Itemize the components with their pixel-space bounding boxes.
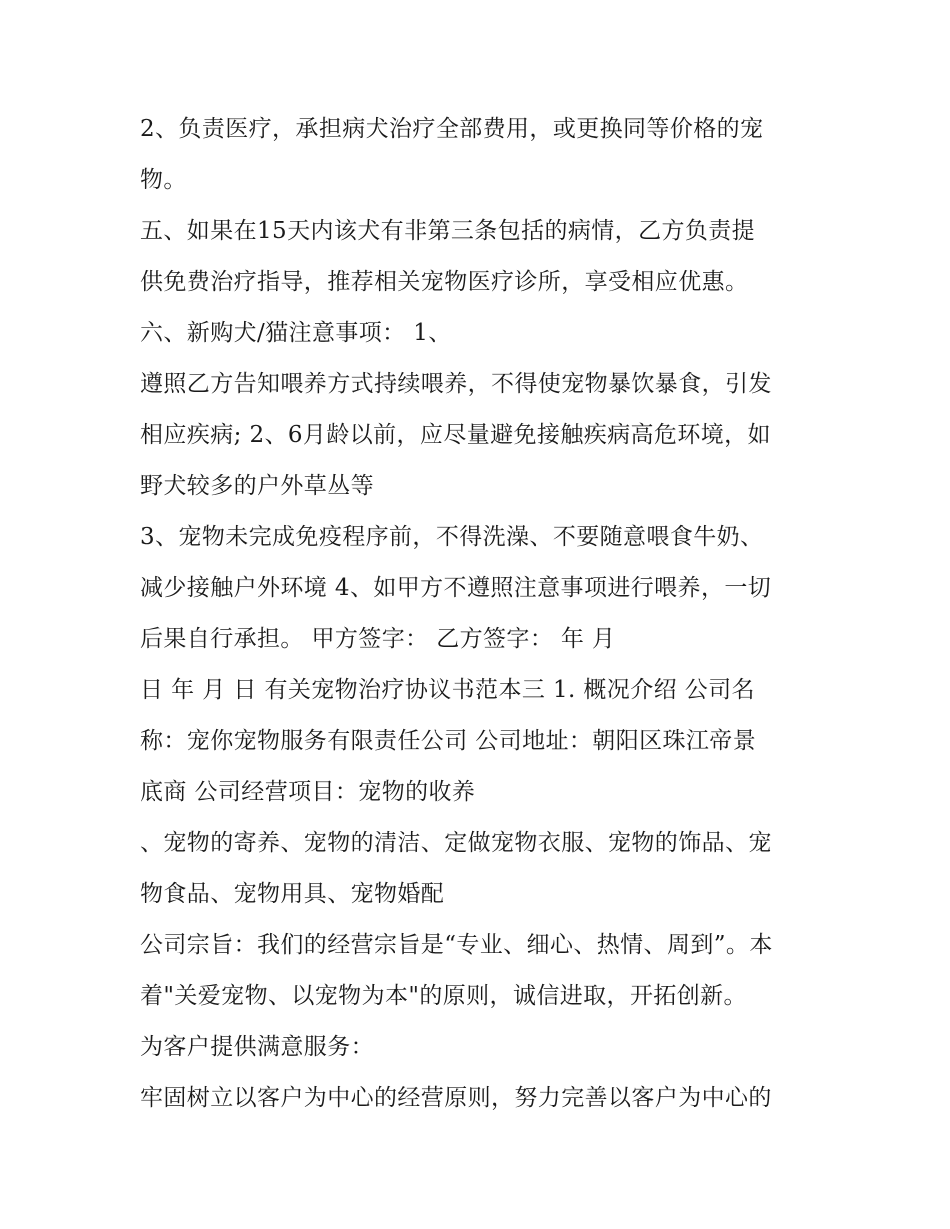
text-line: 物。 (140, 167, 187, 193)
text-line: 公司宗旨：我们的经营宗旨是“专业、细心、热情、周到”。本 (140, 932, 773, 958)
text-line: 物食品、宠物用具、宠物婚配 (140, 881, 445, 907)
text-line: 五、如果在15天内该犬有非第三条包括的病情，乙方负责提 (140, 218, 756, 244)
text-line: 后果自行承担。 甲方签字： 乙方签字： 年 月 (140, 626, 616, 652)
text-line: 底商 公司经营项目：宠物的收养 (140, 779, 476, 805)
text-line: 2、负责医疗，承担病犬治疗全部费用，或更换同等价格的宠 (140, 116, 764, 142)
text-line: 六、新购犬/猫注意事项： 1、 (140, 320, 452, 346)
text-line: 牢固树立以客户为中心的经营原则，努力完善以客户为中心的 (140, 1085, 772, 1111)
text-line: 日 年 月 日 有关宠物治疗协议书范本三 1. 概况介绍 公司名 (140, 677, 755, 703)
text-line: 野犬较多的户外草丛等 (140, 473, 374, 499)
text-line: 3、宠物未完成免疫程序前，不得洗澡、不要随意喂食牛奶、 (140, 524, 764, 550)
text-line: 为客户提供满意服务： (140, 1034, 374, 1060)
text-line: 减少接触户外环境 4、如甲方不遵照注意事项进行喂养，一切 (140, 575, 772, 601)
text-line: 相应疾病; 2、6月龄以前，应尽量避免接触疾病高危环境，如 (140, 422, 771, 448)
text-line: 称：宠你宠物服务有限责任公司 公司地址：朝阳区珠江帝景 (140, 728, 757, 754)
text-line: 、宠物的寄养、宠物的清洁、定做宠物衣服、宠物的饰品、宠 (140, 830, 772, 856)
text-line: 遵照乙方告知喂养方式持续喂养，不得使宠物暴饮暴食，引发 (140, 371, 772, 397)
text-line: 着"关爱宠物、以宠物为本"的原则，诚信进取，开拓创新。 (140, 983, 747, 1009)
document-body (140, 104, 820, 1124)
text-line: 供免费治疗指导，推荐相关宠物医疗诊所，享受相应优惠。 (140, 269, 749, 295)
